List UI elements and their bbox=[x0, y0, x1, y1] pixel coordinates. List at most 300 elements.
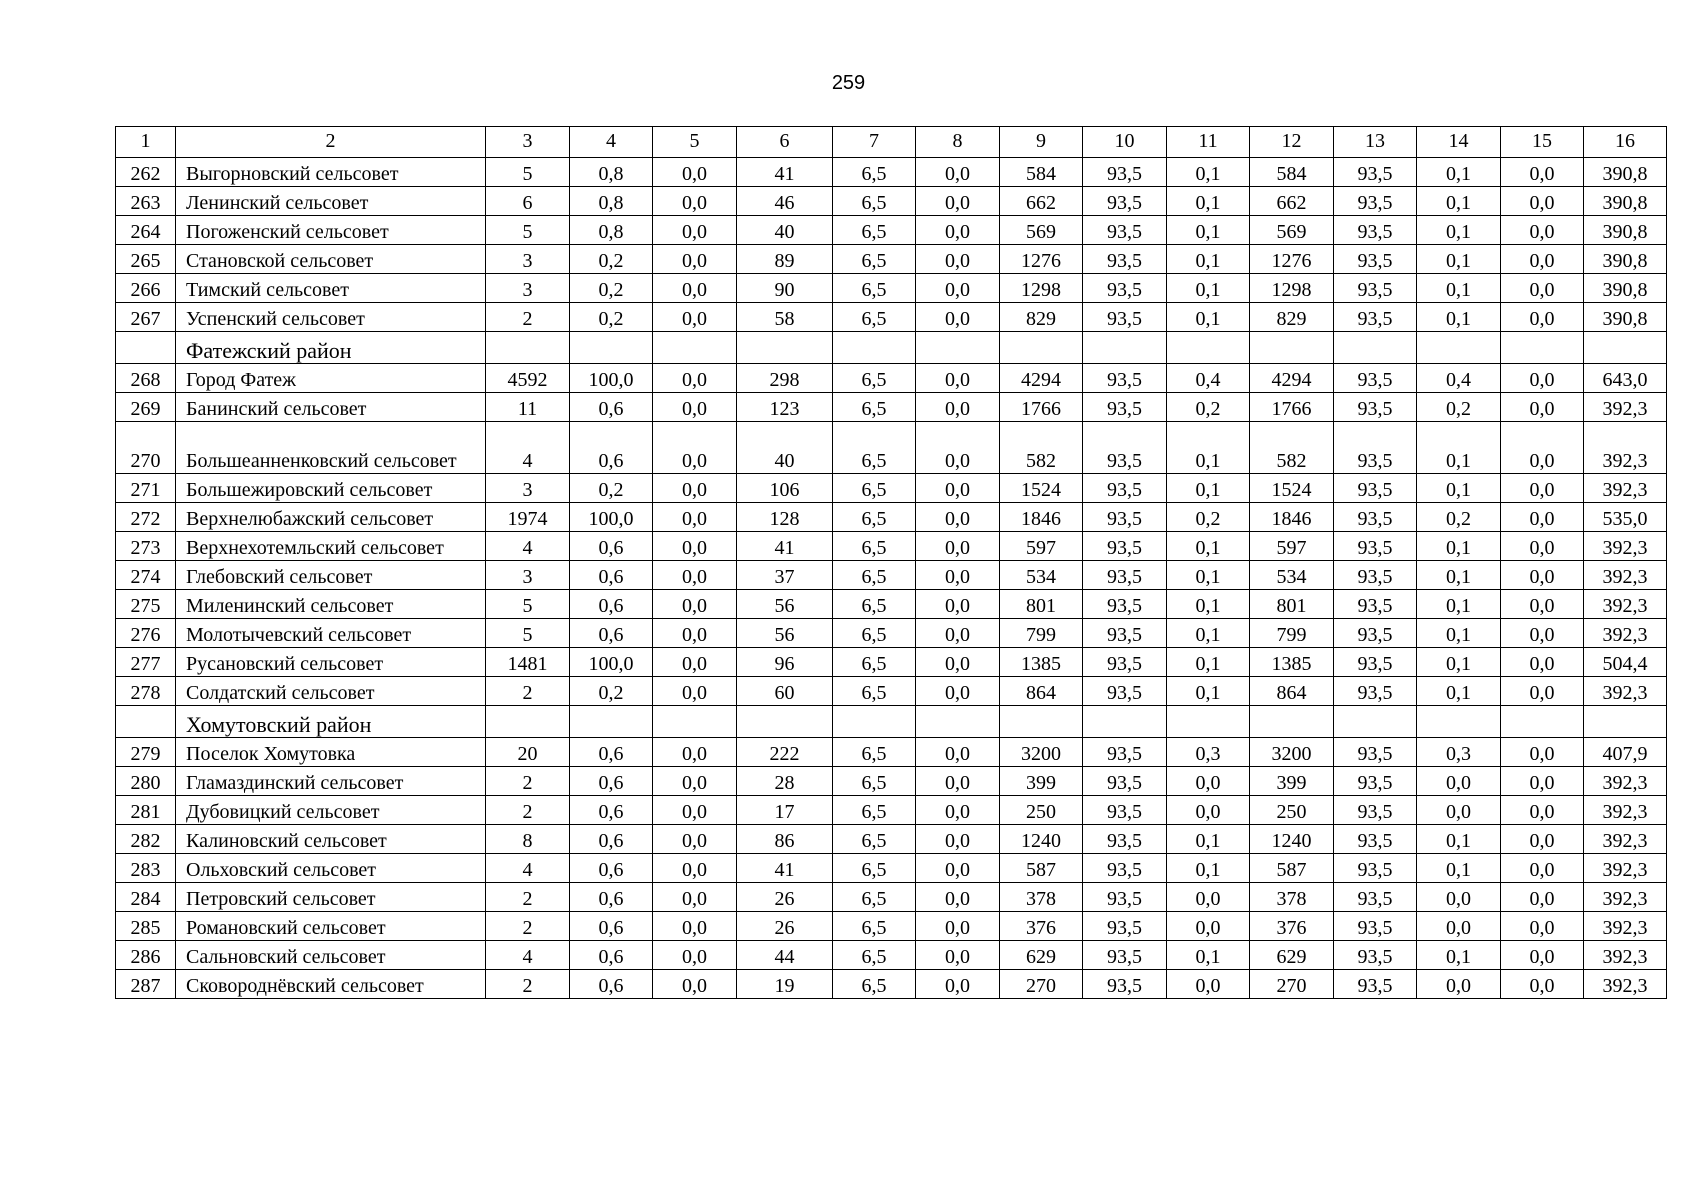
value-cell: 41 bbox=[737, 158, 833, 187]
settlement-name-cell: Романовский сельсовет bbox=[176, 912, 486, 941]
value-cell: 28 bbox=[737, 767, 833, 796]
settlement-name-cell: Миленинский сельсовет bbox=[176, 590, 486, 619]
value-cell: 390,8 bbox=[1584, 187, 1667, 216]
settlement-name-cell: Тимский сельсовет bbox=[176, 274, 486, 303]
value-cell: 4 bbox=[486, 854, 570, 883]
table-row bbox=[116, 970, 1667, 999]
row-number-cell: 267 bbox=[116, 303, 176, 332]
value-cell: 90 bbox=[737, 274, 833, 303]
value-cell: 376 bbox=[1250, 912, 1334, 941]
value-cell: 0,0 bbox=[1417, 912, 1501, 941]
value-cell: 2 bbox=[486, 912, 570, 941]
value-cell: 407,9 bbox=[1584, 738, 1667, 767]
value-cell: 799 bbox=[1250, 619, 1334, 648]
settlement-name-cell: Русановский сельсовет bbox=[176, 648, 486, 677]
value-cell: 0,6 bbox=[570, 796, 653, 825]
value-cell: 3 bbox=[486, 274, 570, 303]
value-cell: 0,0 bbox=[916, 364, 1000, 393]
settlement-name-cell: Становской сельсовет bbox=[176, 245, 486, 274]
value-cell: 0,0 bbox=[1501, 677, 1584, 706]
value-cell: 6,5 bbox=[833, 767, 916, 796]
value-cell: 0,1 bbox=[1417, 158, 1501, 187]
value-cell: 93,5 bbox=[1334, 216, 1417, 245]
settlement-name-cell: Банинский сельсовет bbox=[176, 393, 486, 422]
value-cell: 0,0 bbox=[916, 648, 1000, 677]
value-cell: 0,0 bbox=[653, 187, 737, 216]
value-cell: 250 bbox=[1000, 796, 1083, 825]
value-cell: 93,5 bbox=[1083, 393, 1167, 422]
value-cell: 0,0 bbox=[916, 561, 1000, 590]
value-cell: 801 bbox=[1250, 590, 1334, 619]
value-cell: 11 bbox=[486, 393, 570, 422]
value-cell: 93,5 bbox=[1334, 393, 1417, 422]
value-cell: 93,5 bbox=[1083, 216, 1167, 245]
column-header: 7 bbox=[833, 127, 916, 158]
value-cell: 6,5 bbox=[833, 883, 916, 912]
value-cell: 93,5 bbox=[1083, 738, 1167, 767]
page-number: 259 bbox=[831, 72, 866, 94]
value-cell: 0,8 bbox=[570, 158, 653, 187]
table-row bbox=[116, 303, 1667, 332]
value-cell: 128 bbox=[737, 503, 833, 532]
value-cell: 0,6 bbox=[570, 422, 653, 474]
value-cell: 0,0 bbox=[1501, 883, 1584, 912]
row-number-cell: 263 bbox=[116, 187, 176, 216]
value-cell: 0,0 bbox=[916, 854, 1000, 883]
table-row bbox=[116, 274, 1667, 303]
value-cell: 0,0 bbox=[1167, 970, 1250, 999]
value-cell: 0,2 bbox=[570, 245, 653, 274]
value-cell: 0,0 bbox=[1501, 590, 1584, 619]
value-cell: 0,0 bbox=[653, 970, 737, 999]
value-cell: 1276 bbox=[1000, 245, 1083, 274]
value-cell: 93,5 bbox=[1334, 187, 1417, 216]
value-cell: 93,5 bbox=[1334, 767, 1417, 796]
value-cell: 93,5 bbox=[1334, 245, 1417, 274]
row-number-cell: 264 bbox=[116, 216, 176, 245]
settlement-name-cell: Выгорновский сельсовет bbox=[176, 158, 486, 187]
table-row bbox=[116, 561, 1667, 590]
value-cell: 0,0 bbox=[916, 738, 1000, 767]
value-cell bbox=[1417, 332, 1501, 364]
value-cell: 6,5 bbox=[833, 854, 916, 883]
value-cell: 0,0 bbox=[916, 187, 1000, 216]
value-cell: 0,1 bbox=[1417, 303, 1501, 332]
value-cell: 0,1 bbox=[1167, 187, 1250, 216]
value-cell bbox=[1167, 706, 1250, 738]
value-cell: 0,0 bbox=[916, 590, 1000, 619]
value-cell: 0,0 bbox=[653, 648, 737, 677]
value-cell: 0,2 bbox=[570, 303, 653, 332]
column-header: 15 bbox=[1501, 127, 1584, 158]
value-cell: 399 bbox=[1000, 767, 1083, 796]
settlement-name-cell: Калиновский сельсовет bbox=[176, 825, 486, 854]
value-cell: 0,1 bbox=[1167, 158, 1250, 187]
value-cell: 26 bbox=[737, 883, 833, 912]
value-cell: 0,1 bbox=[1417, 245, 1501, 274]
value-cell: 0,0 bbox=[1501, 422, 1584, 474]
value-cell: 0,0 bbox=[1501, 970, 1584, 999]
value-cell: 6,5 bbox=[833, 274, 916, 303]
value-cell: 584 bbox=[1250, 158, 1334, 187]
value-cell: 0,0 bbox=[916, 677, 1000, 706]
row-number-cell: 280 bbox=[116, 767, 176, 796]
value-cell: 0,0 bbox=[1501, 767, 1584, 796]
value-cell: 0,1 bbox=[1417, 532, 1501, 561]
table-row bbox=[116, 854, 1667, 883]
value-cell: 58 bbox=[737, 303, 833, 332]
value-cell: 4 bbox=[486, 941, 570, 970]
value-cell: 6,5 bbox=[833, 158, 916, 187]
value-cell: 222 bbox=[737, 738, 833, 767]
value-cell: 0,0 bbox=[916, 970, 1000, 999]
value-cell: 56 bbox=[737, 619, 833, 648]
value-cell: 2 bbox=[486, 303, 570, 332]
value-cell: 392,3 bbox=[1584, 422, 1667, 474]
value-cell: 93,5 bbox=[1334, 883, 1417, 912]
value-cell: 1385 bbox=[1250, 648, 1334, 677]
value-cell: 0,6 bbox=[570, 912, 653, 941]
value-cell: 3 bbox=[486, 245, 570, 274]
value-cell: 390,8 bbox=[1584, 274, 1667, 303]
value-cell: 0,0 bbox=[653, 422, 737, 474]
value-cell: 93,5 bbox=[1334, 677, 1417, 706]
value-cell: 0,0 bbox=[916, 912, 1000, 941]
value-cell: 0,6 bbox=[570, 767, 653, 796]
settlement-name-cell: Сковороднёвский сельсовет bbox=[176, 970, 486, 999]
row-number-cell: 271 bbox=[116, 474, 176, 503]
value-cell: 6,5 bbox=[833, 912, 916, 941]
value-cell: 0,6 bbox=[570, 532, 653, 561]
value-cell: 0,0 bbox=[1501, 912, 1584, 941]
value-cell: 6,5 bbox=[833, 941, 916, 970]
value-cell: 93,5 bbox=[1083, 941, 1167, 970]
value-cell: 0,6 bbox=[570, 825, 653, 854]
value-cell: 89 bbox=[737, 245, 833, 274]
value-cell: 93,5 bbox=[1334, 158, 1417, 187]
value-cell: 584 bbox=[1000, 158, 1083, 187]
table-row bbox=[116, 619, 1667, 648]
row-number-cell: 272 bbox=[116, 503, 176, 532]
value-cell: 0,0 bbox=[916, 245, 1000, 274]
value-cell: 0,0 bbox=[916, 393, 1000, 422]
value-cell: 41 bbox=[737, 854, 833, 883]
column-header: 6 bbox=[737, 127, 833, 158]
value-cell: 4592 bbox=[486, 364, 570, 393]
value-cell: 0,4 bbox=[1167, 364, 1250, 393]
value-cell: 0,0 bbox=[916, 274, 1000, 303]
value-cell: 392,3 bbox=[1584, 970, 1667, 999]
table-row bbox=[116, 677, 1667, 706]
value-cell: 0,0 bbox=[1501, 245, 1584, 274]
value-cell: 0,0 bbox=[1501, 187, 1584, 216]
value-cell: 0,1 bbox=[1417, 619, 1501, 648]
value-cell: 8 bbox=[486, 825, 570, 854]
value-cell: 0,0 bbox=[653, 854, 737, 883]
value-cell: 864 bbox=[1000, 677, 1083, 706]
value-cell: 6,5 bbox=[833, 738, 916, 767]
row-number-cell: 268 bbox=[116, 364, 176, 393]
value-cell: 0,0 bbox=[653, 619, 737, 648]
value-cell: 392,3 bbox=[1584, 532, 1667, 561]
value-cell: 93,5 bbox=[1083, 422, 1167, 474]
column-header: 3 bbox=[486, 127, 570, 158]
value-cell: 0,2 bbox=[570, 474, 653, 503]
value-cell bbox=[486, 332, 570, 364]
value-cell: 0,0 bbox=[1501, 274, 1584, 303]
value-cell: 0,0 bbox=[653, 245, 737, 274]
table-row bbox=[116, 503, 1667, 532]
value-cell: 0,2 bbox=[1167, 503, 1250, 532]
value-cell: 0,0 bbox=[653, 364, 737, 393]
row-number-cell: 269 bbox=[116, 393, 176, 422]
value-cell bbox=[1250, 706, 1334, 738]
value-cell: 6,5 bbox=[833, 648, 916, 677]
value-cell: 390,8 bbox=[1584, 245, 1667, 274]
value-cell: 6,5 bbox=[833, 216, 916, 245]
table-row bbox=[116, 364, 1667, 393]
value-cell: 270 bbox=[1250, 970, 1334, 999]
column-header: 8 bbox=[916, 127, 1000, 158]
value-cell bbox=[653, 332, 737, 364]
value-cell: 1766 bbox=[1000, 393, 1083, 422]
value-cell: 93,5 bbox=[1334, 532, 1417, 561]
value-cell: 0,6 bbox=[570, 738, 653, 767]
value-cell: 6,5 bbox=[833, 364, 916, 393]
value-cell bbox=[833, 706, 916, 738]
value-cell: 93,5 bbox=[1083, 561, 1167, 590]
value-cell: 399 bbox=[1250, 767, 1334, 796]
value-cell: 60 bbox=[737, 677, 833, 706]
value-cell: 597 bbox=[1000, 532, 1083, 561]
value-cell: 93,5 bbox=[1334, 561, 1417, 590]
value-cell: 5 bbox=[486, 216, 570, 245]
value-cell: 26 bbox=[737, 912, 833, 941]
value-cell: 0,8 bbox=[570, 187, 653, 216]
value-cell: 6,5 bbox=[833, 970, 916, 999]
value-cell: 93,5 bbox=[1334, 303, 1417, 332]
value-cell: 1846 bbox=[1000, 503, 1083, 532]
value-cell: 1846 bbox=[1250, 503, 1334, 532]
value-cell: 6,5 bbox=[833, 187, 916, 216]
table-row bbox=[116, 825, 1667, 854]
value-cell: 392,3 bbox=[1584, 941, 1667, 970]
value-cell: 2 bbox=[486, 970, 570, 999]
value-cell: 3200 bbox=[1250, 738, 1334, 767]
table-row bbox=[116, 474, 1667, 503]
value-cell: 0,0 bbox=[1167, 796, 1250, 825]
value-cell: 0,3 bbox=[1167, 738, 1250, 767]
value-cell: 0,0 bbox=[653, 825, 737, 854]
value-cell: 392,3 bbox=[1584, 561, 1667, 590]
settlement-name-cell: Сальновский сельсовет bbox=[176, 941, 486, 970]
value-cell: 801 bbox=[1000, 590, 1083, 619]
value-cell: 629 bbox=[1250, 941, 1334, 970]
column-header: 1 bbox=[116, 127, 176, 158]
row-number-cell: 266 bbox=[116, 274, 176, 303]
value-cell: 0,1 bbox=[1417, 825, 1501, 854]
value-cell: 6,5 bbox=[833, 393, 916, 422]
table-row bbox=[116, 648, 1667, 677]
value-cell: 6,5 bbox=[833, 245, 916, 274]
value-cell bbox=[570, 332, 653, 364]
value-cell bbox=[1584, 332, 1667, 364]
value-cell: 0,0 bbox=[1501, 158, 1584, 187]
value-cell: 378 bbox=[1250, 883, 1334, 912]
value-cell: 0,0 bbox=[653, 767, 737, 796]
value-cell: 0,1 bbox=[1417, 648, 1501, 677]
value-cell: 0,0 bbox=[653, 274, 737, 303]
value-cell: 298 bbox=[737, 364, 833, 393]
value-cell: 0,6 bbox=[570, 970, 653, 999]
value-cell: 6,5 bbox=[833, 825, 916, 854]
value-cell: 1524 bbox=[1000, 474, 1083, 503]
value-cell: 0,0 bbox=[1501, 532, 1584, 561]
value-cell: 0,0 bbox=[1501, 648, 1584, 677]
value-cell: 93,5 bbox=[1334, 422, 1417, 474]
settlement-name-cell: Успенский сельсовет bbox=[176, 303, 486, 332]
value-cell: 1385 bbox=[1000, 648, 1083, 677]
value-cell: 0,1 bbox=[1167, 648, 1250, 677]
settlement-name-cell: Глебовский сельсовет bbox=[176, 561, 486, 590]
value-cell: 93,5 bbox=[1083, 245, 1167, 274]
value-cell: 392,3 bbox=[1584, 619, 1667, 648]
value-cell: 4 bbox=[486, 532, 570, 561]
value-cell bbox=[1083, 706, 1167, 738]
value-cell: 93,5 bbox=[1083, 619, 1167, 648]
table-row bbox=[116, 158, 1667, 187]
column-header: 2 bbox=[176, 127, 486, 158]
value-cell: 0,0 bbox=[1417, 970, 1501, 999]
value-cell: 5 bbox=[486, 619, 570, 648]
value-cell: 0,0 bbox=[1501, 503, 1584, 532]
value-cell bbox=[916, 332, 1000, 364]
header-row bbox=[116, 127, 1667, 158]
value-cell: 376 bbox=[1000, 912, 1083, 941]
settlement-name-cell: Верхнелюбажский сельсовет bbox=[176, 503, 486, 532]
value-cell: 0,1 bbox=[1167, 677, 1250, 706]
value-cell: 93,5 bbox=[1334, 970, 1417, 999]
value-cell: 0,1 bbox=[1167, 532, 1250, 561]
value-cell: 392,3 bbox=[1584, 474, 1667, 503]
value-cell: 0,2 bbox=[570, 274, 653, 303]
value-cell: 0,0 bbox=[1501, 364, 1584, 393]
value-cell: 41 bbox=[737, 532, 833, 561]
value-cell: 0,1 bbox=[1167, 216, 1250, 245]
value-cell bbox=[486, 706, 570, 738]
value-cell: 0,0 bbox=[1167, 883, 1250, 912]
value-cell: 4294 bbox=[1250, 364, 1334, 393]
column-header: 4 bbox=[570, 127, 653, 158]
row-number-cell: 265 bbox=[116, 245, 176, 274]
value-cell: 569 bbox=[1250, 216, 1334, 245]
settlement-name-cell: Большежировский сельсовет bbox=[176, 474, 486, 503]
value-cell bbox=[1000, 706, 1083, 738]
value-cell: 100,0 bbox=[570, 503, 653, 532]
value-cell: 0,0 bbox=[653, 590, 737, 619]
value-cell: 40 bbox=[737, 422, 833, 474]
value-cell: 0,0 bbox=[1501, 738, 1584, 767]
value-cell: 6,5 bbox=[833, 561, 916, 590]
value-cell: 0,0 bbox=[916, 158, 1000, 187]
table-row bbox=[116, 245, 1667, 274]
value-cell: 0,1 bbox=[1167, 941, 1250, 970]
column-header: 10 bbox=[1083, 127, 1167, 158]
value-cell: 0,0 bbox=[653, 941, 737, 970]
value-cell: 0,0 bbox=[653, 796, 737, 825]
value-cell bbox=[1083, 332, 1167, 364]
value-cell: 93,5 bbox=[1083, 503, 1167, 532]
table-row bbox=[116, 738, 1667, 767]
value-cell: 0,0 bbox=[1501, 941, 1584, 970]
value-cell: 86 bbox=[737, 825, 833, 854]
value-cell: 93,5 bbox=[1334, 912, 1417, 941]
value-cell: 392,3 bbox=[1584, 393, 1667, 422]
value-cell: 0,0 bbox=[1501, 303, 1584, 332]
value-cell: 6,5 bbox=[833, 796, 916, 825]
value-cell: 1240 bbox=[1250, 825, 1334, 854]
value-cell: 534 bbox=[1000, 561, 1083, 590]
row-number-cell: 284 bbox=[116, 883, 176, 912]
value-cell: 93,5 bbox=[1083, 970, 1167, 999]
value-cell: 93,5 bbox=[1083, 590, 1167, 619]
table-row bbox=[116, 767, 1667, 796]
value-cell: 1298 bbox=[1250, 274, 1334, 303]
settlement-name-cell: Поселок Хомутовка bbox=[176, 738, 486, 767]
value-cell: 1524 bbox=[1250, 474, 1334, 503]
value-cell: 864 bbox=[1250, 677, 1334, 706]
value-cell: 6,5 bbox=[833, 503, 916, 532]
value-cell: 0,6 bbox=[570, 590, 653, 619]
value-cell: 0,1 bbox=[1417, 187, 1501, 216]
value-cell: 0,0 bbox=[916, 883, 1000, 912]
value-cell: 0,0 bbox=[1501, 854, 1584, 883]
value-cell: 799 bbox=[1000, 619, 1083, 648]
value-cell: 0,0 bbox=[1501, 561, 1584, 590]
value-cell: 392,3 bbox=[1584, 825, 1667, 854]
value-cell bbox=[737, 706, 833, 738]
data-table bbox=[115, 126, 1667, 999]
value-cell: 0,6 bbox=[570, 619, 653, 648]
value-cell: 392,3 bbox=[1584, 854, 1667, 883]
value-cell bbox=[833, 332, 916, 364]
column-header: 9 bbox=[1000, 127, 1083, 158]
row-number-cell: 285 bbox=[116, 912, 176, 941]
table-row bbox=[116, 883, 1667, 912]
value-cell: 1766 bbox=[1250, 393, 1334, 422]
value-cell: 37 bbox=[737, 561, 833, 590]
value-cell: 93,5 bbox=[1334, 619, 1417, 648]
value-cell: 392,3 bbox=[1584, 796, 1667, 825]
value-cell: 0,0 bbox=[653, 474, 737, 503]
section-row bbox=[116, 332, 1667, 364]
value-cell: 0,0 bbox=[653, 677, 737, 706]
value-cell: 0,0 bbox=[653, 393, 737, 422]
value-cell: 1298 bbox=[1000, 274, 1083, 303]
value-cell: 93,5 bbox=[1083, 274, 1167, 303]
row-number-cell: 273 bbox=[116, 532, 176, 561]
value-cell: 19 bbox=[737, 970, 833, 999]
value-cell: 93,5 bbox=[1334, 825, 1417, 854]
row-number-cell: 278 bbox=[116, 677, 176, 706]
value-cell: 662 bbox=[1250, 187, 1334, 216]
value-cell: 0,0 bbox=[916, 532, 1000, 561]
value-cell: 643,0 bbox=[1584, 364, 1667, 393]
value-cell: 0,0 bbox=[1501, 825, 1584, 854]
row-number-cell: 282 bbox=[116, 825, 176, 854]
value-cell: 0,0 bbox=[1501, 474, 1584, 503]
table-row bbox=[116, 941, 1667, 970]
